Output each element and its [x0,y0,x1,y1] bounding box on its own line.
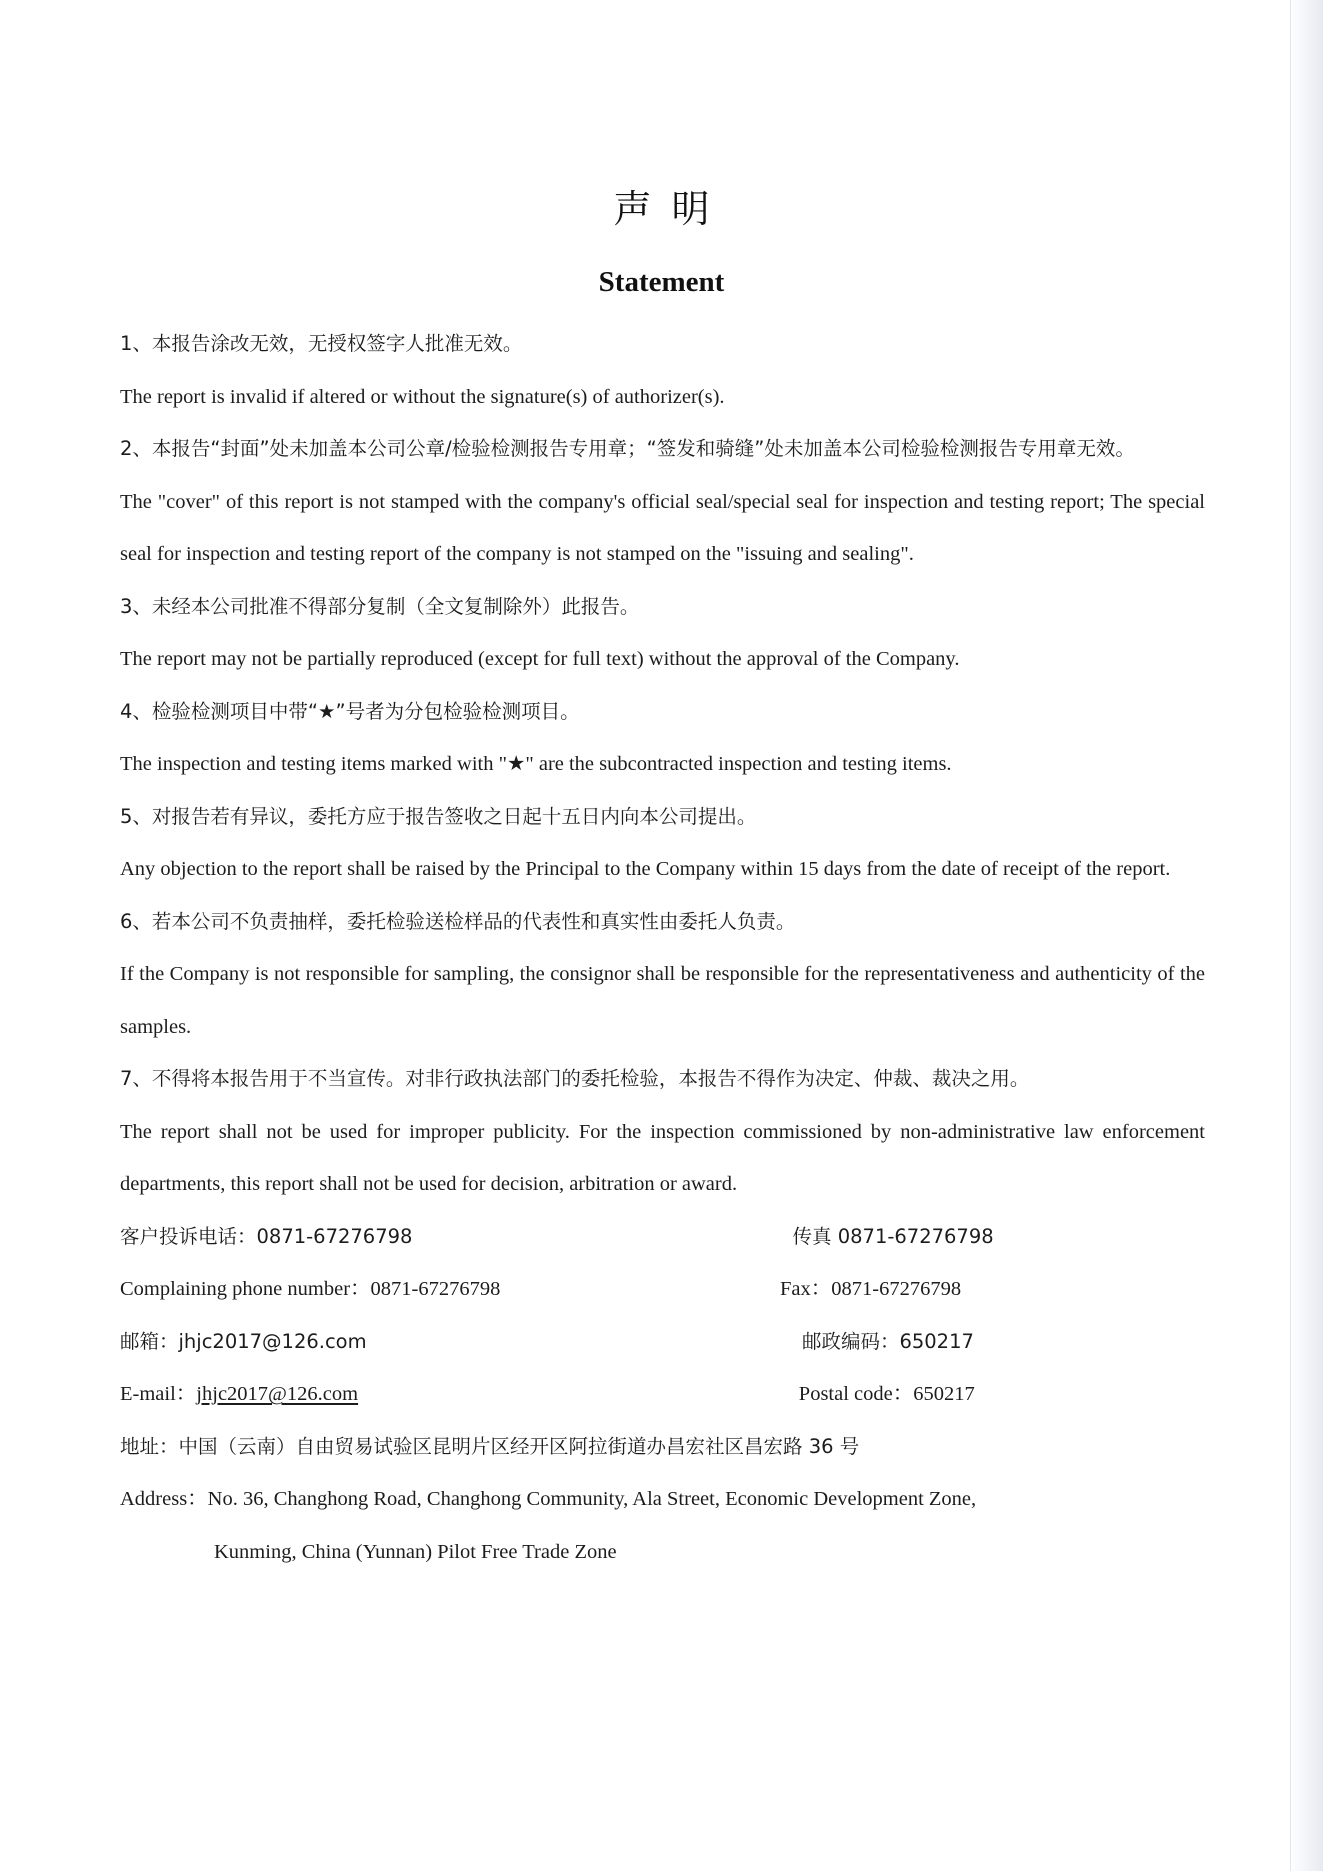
email-link[interactable]: jhjc2017@126.com [196,1383,359,1405]
contact-email-row-en [120,1368,1205,1421]
clause-4-en: The inspection and testing items marked with "★" are the subcontracted inspection and testing items. [120,753,952,775]
clause-2-cn: 2、本报告“封面”处未加盖本公司公章/检验检测报告专用章；“签发和骑缝”处未加盖本公司检验检测报告专用章无效。 [120,437,1135,460]
fax-cn: 传真 0871-67276798 [792,1224,994,1248]
page-title-en: Statement [598,266,725,298]
address-en-line-2: Kunming, China (Yunnan) Pilot Free Trade Zone [214,1540,617,1563]
clause-4-cn: 4、检验检测项目中带“★”号者为分包检验检测项目。 [120,699,580,723]
clause-5-en: Any objection to the report shall be raised by the Principal to the Company within 15 days from the date of receipt of the report. [120,858,1171,880]
contact-email-row-cn [120,1316,1205,1369]
clause-5-cn: 5、对报告若有异议，委托方应于报告签收之日起十五日内向本公司提出。 [120,804,757,828]
clause-6-cn: 6、若本公司不负责抽样，委托检验送检样品的代表性和真实性由委托人负责。 [120,909,796,933]
clause-3-en: The report may not be partially reproduced (except for full text) without the approval of the Company. [120,648,960,670]
clause-1-cn: 1、本报告涂改无效，无授权签字人批准无效。 [120,332,523,355]
email-en [120,1368,751,1421]
clause-1-en: The report is invalid if altered or without the signature(s) of authorizer(s). [120,385,725,408]
clause-3-cn: 3、未经本公司批准不得部分复制（全文复制除外）此报告。 [120,594,640,618]
clause-2-en: The "cover" of this report is not stamped with the company's official seal/special seal for inspection and testing report; The special seal for inspection and testing report of the company is not stamped on the "issuing and sealing". [120,490,1205,565]
address-en-line-1: Address：No. 36, Changhong Road, Changhong Community, Ala Street, Economic Development Zone, [120,1488,977,1510]
clause-7-en: The report shall not be used for improper publicity. For the inspection commissioned by non-administrative law enforcement departments, this report shall not be used for decision, arbitration or award. [120,1120,1205,1195]
address-cn: 地址：中国（云南）自由贸易试验区昆明片区经开区阿拉街道办昌宏社区昌宏路 36 号 [120,1434,860,1458]
statement-body [120,318,1205,1578]
complaint-phone-cn: 客户投诉电话：0871-67276798 [120,1224,413,1248]
clause-6-en: If the Company is not responsible for sampling, the consignor shall be responsible for the representativeness and authenticity of the samples. [120,963,1205,1038]
contact-phone-row-cn [120,1211,1205,1264]
contact-phone-row-en [120,1263,1205,1316]
page-title-cn: 声明 [613,187,730,231]
email-label-en: E-mail： [120,1383,197,1405]
fax-en: Fax：0871-67276798 [780,1278,962,1300]
clause-7-cn: 7、不得将本报告用于不当宣传。对非行政执法部门的委托检验，本报告不得作为决定、仲裁、裁决之用。 [120,1067,1030,1090]
email-cn: 邮箱：jhjc2017@126.com [120,1329,367,1353]
postal-code-cn: 邮政编码：650217 [801,1329,974,1353]
complaint-phone-en: Complaining phone number：0871-67276798 [120,1278,501,1300]
postal-code-en: Postal code：650217 [798,1383,975,1405]
